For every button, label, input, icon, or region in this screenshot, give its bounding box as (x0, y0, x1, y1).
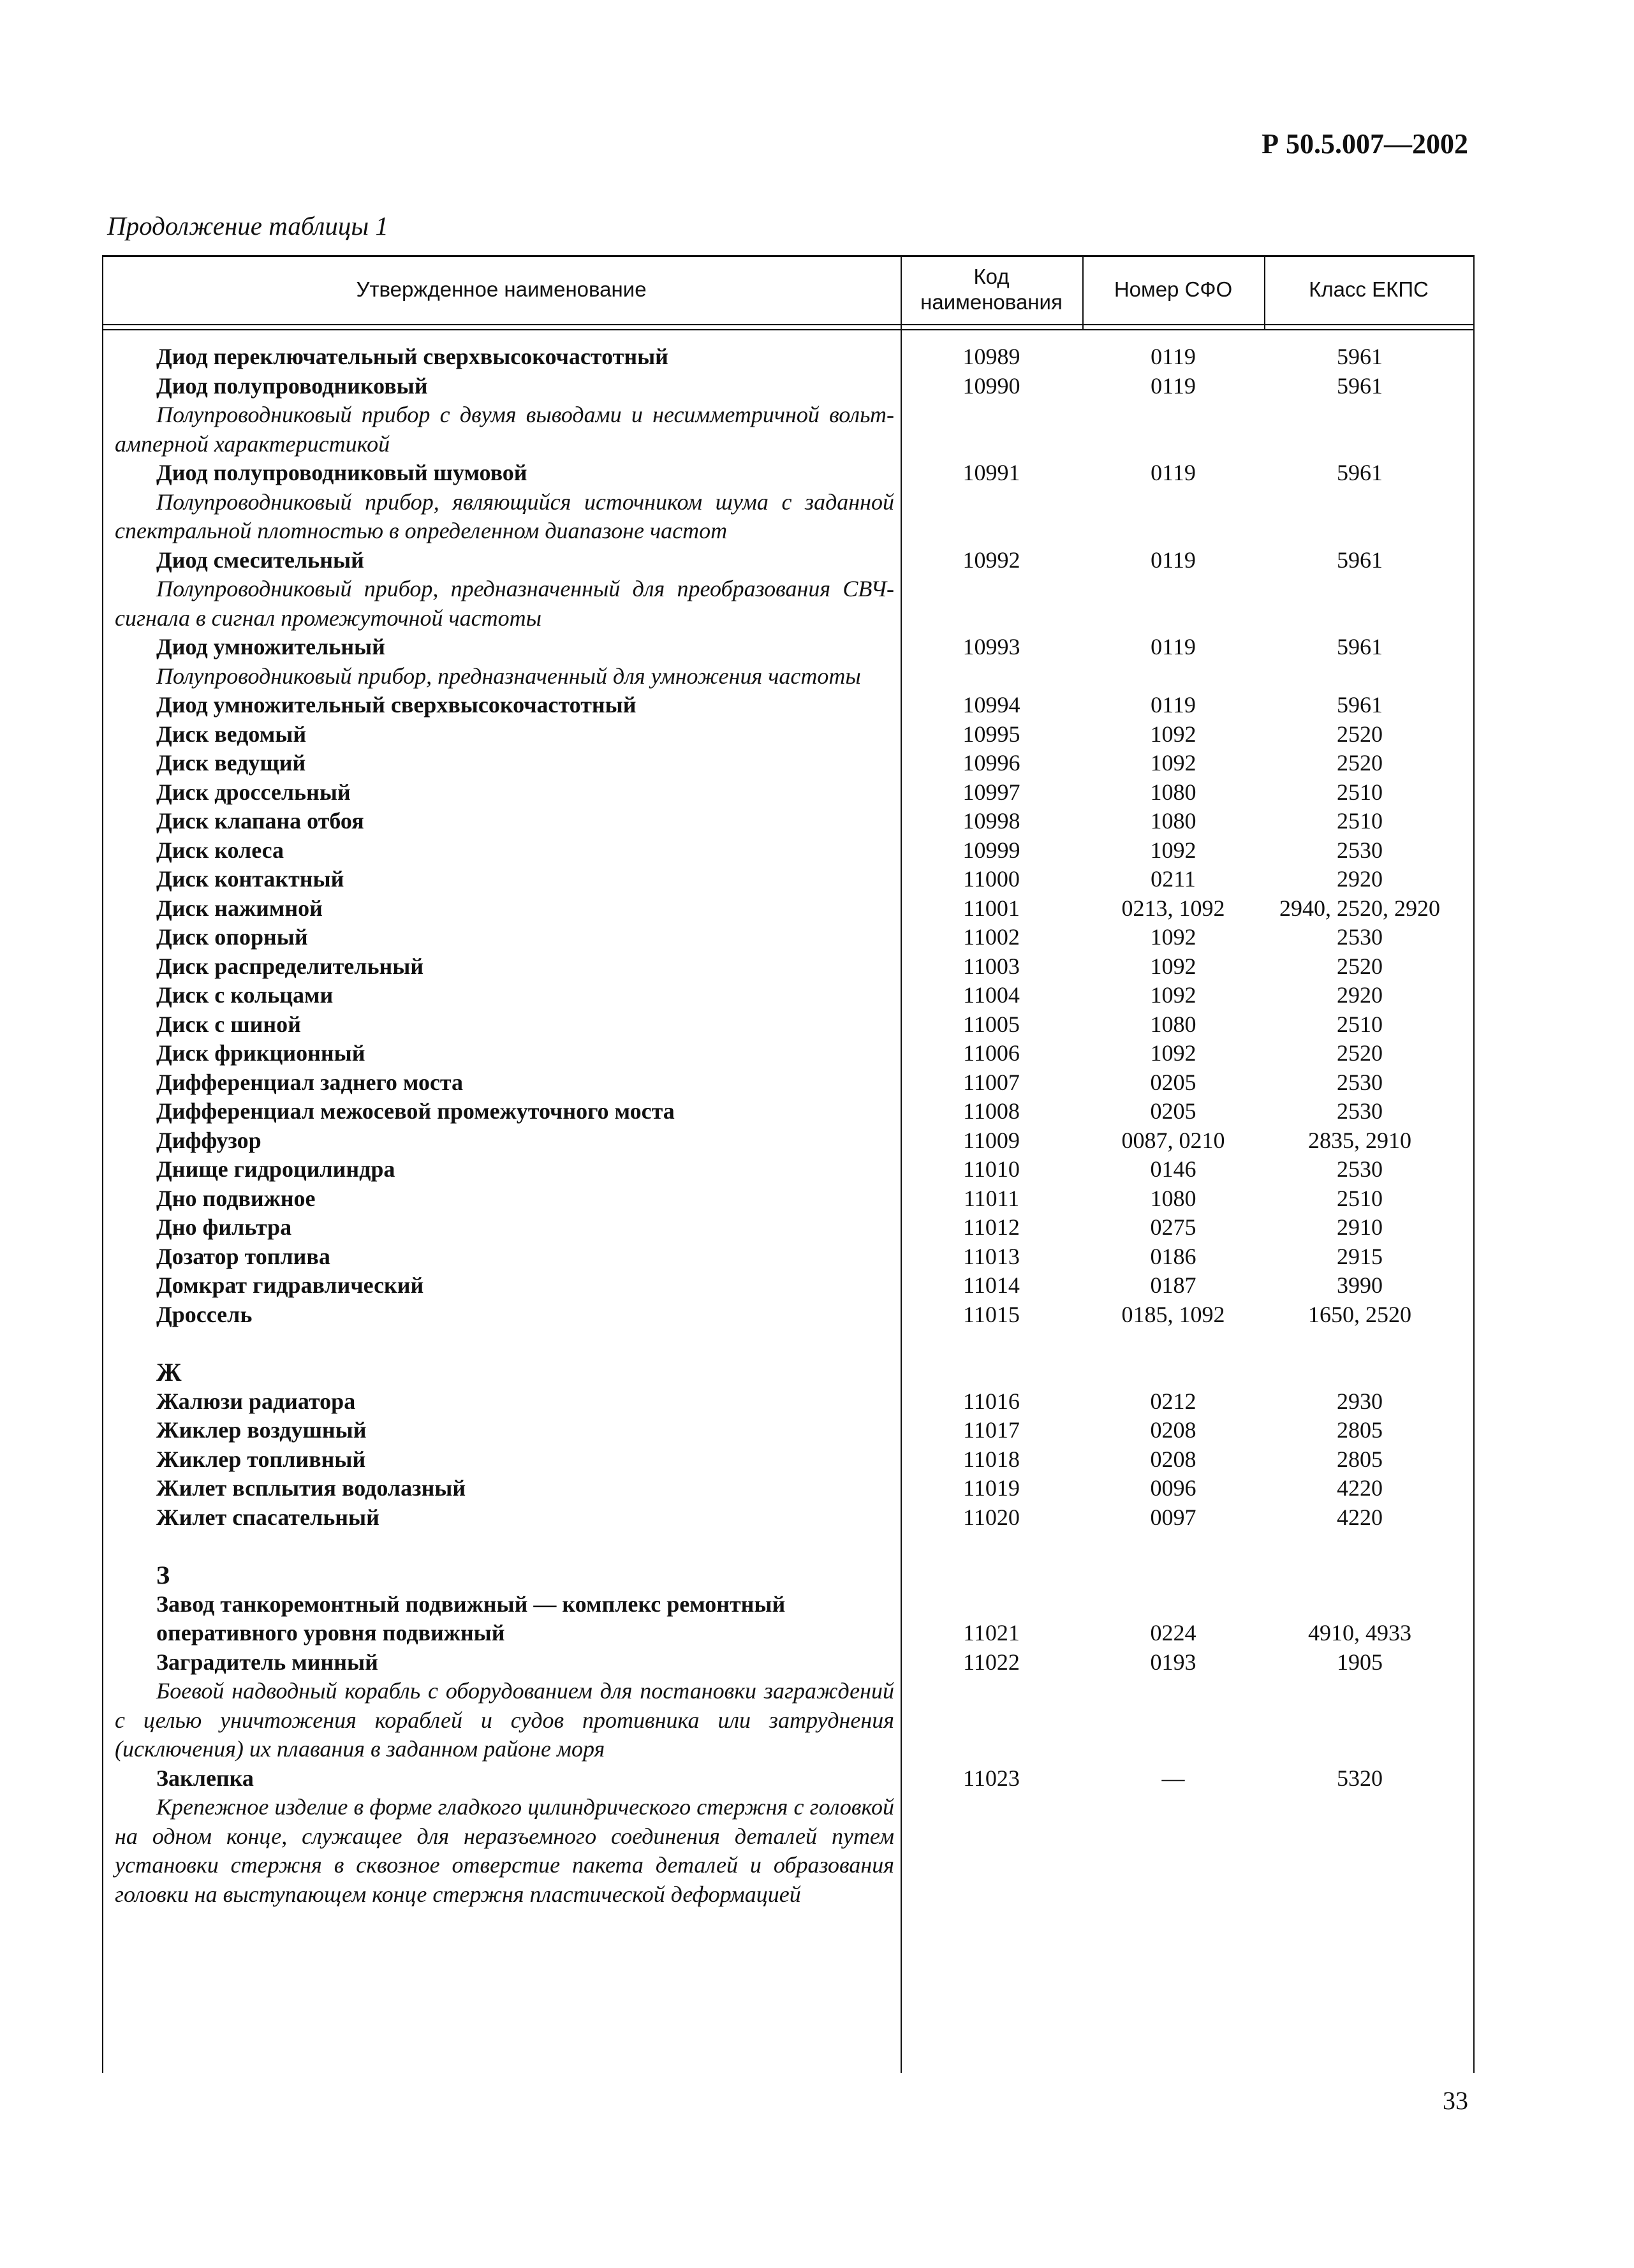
item-name: Диск с шиной (156, 1011, 301, 1037)
table-row (102, 1387, 1473, 1417)
item-name: Диск клапана отбоя (156, 808, 364, 834)
item-description: Боевой надводный корабль с оборудованием для постановки заграждений с целью уничтожения кораблей и судов противника или затруднения (исключения) их плавания в заданном районе моря (115, 1678, 894, 1762)
item-name: Диск контактный (156, 866, 344, 892)
item-sfo-number: 0193 (1150, 1649, 1196, 1675)
column-header-ekps: Класс ЕКПС (1309, 277, 1429, 301)
item-name: Диск ведомый (156, 721, 307, 747)
item-code: 10999 (962, 837, 1020, 863)
table-row (102, 633, 1473, 662)
table-row (102, 778, 1473, 807)
item-sfo-number: 0146 (1150, 1156, 1196, 1182)
item-sfo-number: 0119 (1151, 547, 1196, 573)
item-name: Диффузор (156, 1127, 261, 1153)
section-letter: Ж (156, 1358, 182, 1387)
item-name: Жилет всплытия водолазный (156, 1475, 466, 1501)
item-code: 10994 (962, 692, 1020, 718)
item-code: 11014 (963, 1272, 1020, 1298)
section-spacer (102, 1532, 1473, 1561)
table-body (102, 342, 1473, 1909)
item-sfo-number: 0275 (1150, 1214, 1196, 1240)
table-row (102, 1242, 1473, 1272)
item-name: Диск дроссельный (156, 779, 351, 805)
table-row (102, 1068, 1473, 1098)
item-name: Днище гидроцилиндра (156, 1156, 395, 1182)
item-sfo-number: 0205 (1150, 1069, 1196, 1095)
header-divider (102, 324, 1473, 325)
item-name: Жалюзи радиатора (156, 1388, 356, 1414)
item-name: Дно фильтра (156, 1214, 292, 1240)
item-sfo-number: 0087, 0210 (1121, 1127, 1225, 1153)
item-code: 11001 (963, 895, 1020, 921)
item-ekps-class: 1650, 2520 (1308, 1301, 1411, 1327)
table-row (102, 1590, 1473, 1648)
item-name: Жилет спасательный (156, 1504, 379, 1530)
item-name: Диод умножительный (156, 634, 385, 659)
item-ekps-class: 2510 (1337, 779, 1383, 805)
item-sfo-number: 0119 (1151, 372, 1196, 399)
item-code: 11009 (963, 1127, 1020, 1153)
item-ekps-class: 5320 (1337, 1765, 1383, 1791)
section-letter-row (102, 1358, 1473, 1387)
item-ekps-class: 2510 (1337, 808, 1383, 834)
item-sfo-number: 1092 (1150, 1040, 1196, 1066)
item-ekps-class: 2520 (1337, 953, 1383, 979)
item-sfo-number: 1080 (1150, 808, 1196, 834)
item-ekps-class: 2920 (1337, 866, 1383, 892)
column-header-sfo: Номер СФО (1114, 277, 1233, 301)
item-description: Крепежное изделие в форме гладкого цилиндрического стержня с головкой на одном конце, служащее для неразъемного соединения деталей путем установки стержня в сквозное отверстие пакета деталей и образования головки на выступающем конце стержня пластической деформацией (115, 1794, 894, 1907)
table-row (102, 865, 1473, 894)
item-description: Полупроводниковый прибор, предназначенный для умножения частоты (156, 663, 861, 689)
item-name: Дроссель (156, 1301, 253, 1327)
item-sfo-number: 0208 (1150, 1446, 1196, 1472)
item-ekps-class: 3990 (1337, 1272, 1383, 1298)
item-code: 11000 (963, 866, 1020, 892)
item-name: Жиклер воздушный (156, 1417, 367, 1443)
item-ekps-class: 2520 (1337, 750, 1383, 776)
item-name: Диод полупроводниковый (156, 372, 428, 399)
item-code: 11020 (963, 1504, 1020, 1530)
item-name: Диск опорный (156, 924, 308, 950)
item-name: Заклепка (156, 1765, 254, 1791)
table-row (102, 720, 1473, 749)
item-name: Диод смесительный (156, 547, 364, 573)
table-row (102, 1155, 1473, 1184)
item-ekps-class: 2530 (1337, 924, 1383, 950)
table-row (102, 342, 1473, 372)
item-name: Диск колеса (156, 837, 284, 863)
item-code: 11015 (963, 1301, 1020, 1327)
item-ekps-class: 2530 (1337, 837, 1383, 863)
item-code: 11016 (963, 1388, 1020, 1414)
item-sfo-number: 0213, 1092 (1121, 895, 1225, 921)
item-ekps-class: 2940, 2520, 2920 (1279, 895, 1440, 921)
table-row (102, 981, 1473, 1010)
item-sfo-number: 0186 (1150, 1243, 1196, 1269)
table-row (102, 1445, 1473, 1475)
item-ekps-class: 2510 (1337, 1185, 1383, 1211)
column-header-code: Код наименования (920, 265, 1063, 314)
item-sfo-number: 0208 (1150, 1417, 1196, 1443)
item-name: Завод танкоремонтный подвижный — комплекс ремонтный оперативного уровня подвижный (156, 1591, 786, 1646)
item-code: 11018 (963, 1446, 1020, 1472)
item-code: 10998 (962, 808, 1020, 834)
item-code: 11007 (963, 1069, 1020, 1095)
table-row (102, 1474, 1473, 1503)
table-row (102, 1184, 1473, 1214)
item-name: Диод переключательный сверхвысокочастотный (156, 344, 668, 369)
item-name: Заградитель минный (156, 1649, 378, 1675)
item-name: Диод полупроводниковый шумовой (156, 460, 527, 485)
item-sfo-number: 1092 (1150, 750, 1196, 776)
item-code: 11017 (963, 1417, 1020, 1443)
table-row (102, 459, 1473, 488)
table-row (102, 372, 1473, 401)
item-ekps-class: 2530 (1337, 1156, 1383, 1182)
item-ekps-class: 2915 (1337, 1243, 1383, 1269)
item-code: 11005 (963, 1011, 1020, 1037)
table-row (102, 1097, 1473, 1126)
item-sfo-number: 1080 (1150, 1185, 1196, 1211)
item-sfo-number: 1092 (1150, 982, 1196, 1008)
item-code: 10995 (962, 721, 1020, 747)
table-row (102, 1503, 1473, 1533)
table-row (102, 1126, 1473, 1156)
item-sfo-number: 0096 (1150, 1475, 1196, 1501)
item-name: Диск с кольцами (156, 982, 334, 1008)
section-spacer (102, 1329, 1473, 1358)
table-row (102, 1271, 1473, 1300)
table-row (102, 1010, 1473, 1040)
item-name: Дифференциал заднего моста (156, 1069, 464, 1095)
item-ekps-class: 5961 (1337, 372, 1383, 399)
item-code: 11002 (963, 924, 1020, 950)
item-name: Дно подвижное (156, 1185, 316, 1211)
item-ekps-class: 5961 (1337, 692, 1383, 718)
item-name: Дифференциал межосевой промежуточного моста (156, 1098, 675, 1124)
table (102, 255, 1473, 2073)
item-code: 10996 (962, 750, 1020, 776)
item-sfo-number: 0224 (1150, 1620, 1196, 1646)
item-ekps-class: 2910 (1337, 1214, 1383, 1240)
item-ekps-class: 5961 (1337, 547, 1383, 573)
item-sfo-number: 0211 (1151, 866, 1196, 892)
item-ekps-class: 2530 (1337, 1069, 1383, 1095)
item-sfo-number: 0119 (1151, 692, 1196, 718)
item-sfo-number: 0212 (1150, 1388, 1196, 1414)
description-row (102, 488, 1473, 546)
item-code: 11013 (963, 1243, 1020, 1269)
item-sfo-number: 0097 (1150, 1504, 1196, 1530)
table-row (102, 546, 1473, 575)
table-row (102, 749, 1473, 778)
item-name: Дозатор топлива (156, 1243, 330, 1269)
item-sfo-number: 1092 (1150, 721, 1196, 747)
table-caption: Продолжение таблицы 1 (107, 211, 388, 240)
item-ekps-class: 2805 (1337, 1417, 1383, 1443)
table-row (102, 807, 1473, 836)
item-ekps-class: 2520 (1337, 721, 1383, 747)
item-ekps-class: 1905 (1337, 1649, 1383, 1675)
item-code: 11011 (963, 1185, 1020, 1211)
table-row (102, 1039, 1473, 1068)
item-ekps-class: 5961 (1337, 460, 1383, 485)
item-sfo-number: 1092 (1150, 953, 1196, 979)
item-sfo-number: 0205 (1150, 1098, 1196, 1124)
page-number: 33 (1443, 2086, 1468, 2115)
item-ekps-class: 2520 (1337, 1040, 1383, 1066)
item-ekps-class: 2530 (1337, 1098, 1383, 1124)
item-code: 11004 (963, 982, 1020, 1008)
item-name: Диод умножительный сверхвысокочастотный (156, 692, 637, 718)
item-sfo-number: 1092 (1150, 924, 1196, 950)
description-row (102, 575, 1473, 633)
item-name: Диск нажимной (156, 895, 323, 921)
item-description: Полупроводниковый прибор с двумя выводами и несимметричной вольт-амперной характеристикой (115, 402, 894, 457)
table-row (102, 836, 1473, 865)
item-code: 11012 (963, 1214, 1020, 1240)
item-ekps-class: 4220 (1337, 1475, 1383, 1501)
table-row (102, 923, 1473, 952)
item-name: Диск ведущий (156, 750, 306, 776)
table-row (102, 1300, 1473, 1330)
table-row (102, 894, 1473, 924)
item-code: 11010 (963, 1156, 1020, 1182)
item-code: 11019 (963, 1475, 1020, 1501)
item-code: 11023 (963, 1765, 1020, 1791)
table-row (102, 1764, 1473, 1793)
section-letter-row (102, 1561, 1473, 1590)
document-number: Р 50.5.007—2002 (1262, 128, 1468, 159)
item-name: Диск распределительный (156, 953, 424, 979)
item-ekps-class: 5961 (1337, 344, 1383, 369)
item-ekps-class: 5961 (1337, 634, 1383, 659)
table-row (102, 1213, 1473, 1242)
item-sfo-number: 0185, 1092 (1121, 1301, 1225, 1327)
item-code: 11008 (963, 1098, 1020, 1124)
item-ekps-class: 4910, 4933 (1308, 1620, 1411, 1646)
description-row (102, 1793, 1473, 1909)
item-code: 10990 (962, 372, 1020, 399)
item-name: Жиклер топливный (156, 1446, 366, 1472)
description-row (102, 401, 1473, 459)
item-ekps-class: 2930 (1337, 1388, 1383, 1414)
table-row (102, 691, 1473, 720)
item-ekps-class: 2510 (1337, 1011, 1383, 1037)
item-code: 10992 (962, 547, 1020, 573)
item-ekps-class: 2835, 2910 (1308, 1127, 1411, 1153)
item-name: Домкрат гидравлический (156, 1272, 424, 1298)
description-row (102, 1677, 1473, 1764)
item-description: Полупроводниковый прибор, являющийся источником шума с заданной спектральной плотностью в определенном диапазоне частот (115, 489, 894, 543)
item-sfo-number: — (1161, 1765, 1185, 1791)
item-sfo-number: 0119 (1151, 344, 1196, 369)
item-description: Полупроводниковый прибор, предназначенный для преобразования СВЧ-сигнала в сигнал промежуточной частоты (115, 576, 894, 631)
item-ekps-class: 4220 (1337, 1504, 1383, 1530)
item-code: 11003 (963, 953, 1020, 979)
item-ekps-class: 2805 (1337, 1446, 1383, 1472)
item-code: 11021 (963, 1620, 1020, 1646)
item-ekps-class: 2920 (1337, 982, 1383, 1008)
item-name: Диск фрикционный (156, 1040, 365, 1066)
item-code: 11006 (963, 1040, 1020, 1066)
item-code: 10997 (962, 779, 1020, 805)
table-row (102, 952, 1473, 982)
description-row (102, 662, 1473, 691)
item-sfo-number: 1092 (1150, 837, 1196, 863)
section-letter: З (156, 1561, 170, 1589)
item-code: 10993 (962, 634, 1020, 659)
item-sfo-number: 0119 (1151, 634, 1196, 659)
table-right-border (1473, 255, 1475, 2073)
header-divider-double (102, 329, 1473, 330)
item-sfo-number: 1080 (1150, 1011, 1196, 1037)
column-header-name: Утвержденное наименование (356, 277, 647, 301)
item-code: 10991 (962, 460, 1020, 485)
item-sfo-number: 0119 (1151, 460, 1196, 485)
table-row (102, 1416, 1473, 1445)
item-sfo-number: 1080 (1150, 779, 1196, 805)
item-code: 10989 (962, 344, 1020, 369)
item-code: 11022 (963, 1649, 1020, 1675)
item-sfo-number: 0187 (1150, 1272, 1196, 1298)
table-row (102, 1648, 1473, 1677)
